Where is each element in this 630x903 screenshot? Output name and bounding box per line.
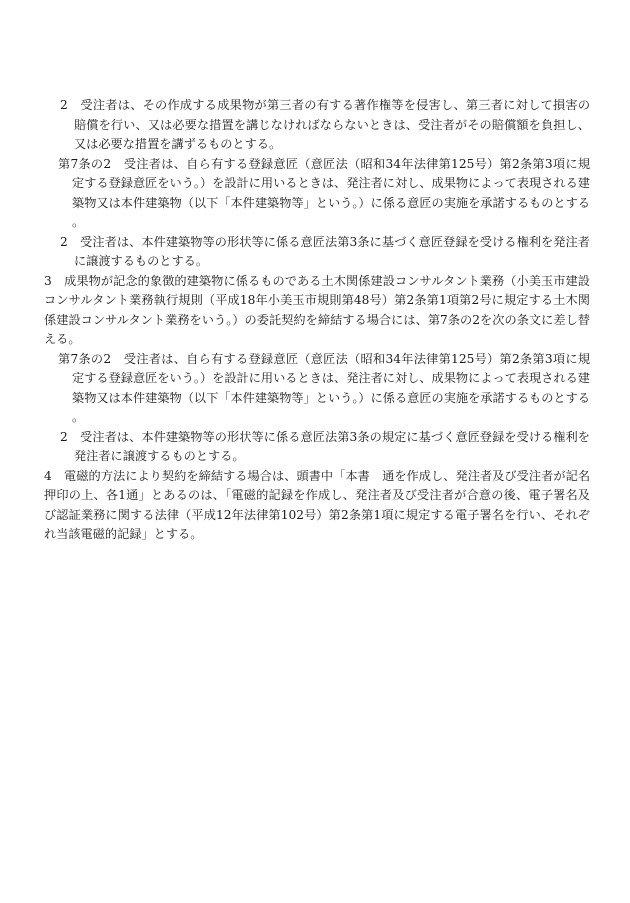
paragraph-article-7-2 bbox=[44, 155, 590, 233]
paragraph-7-1-sub-2 bbox=[44, 96, 590, 155]
paragraph-replacement-article-7-2 bbox=[44, 350, 590, 428]
item-number: 4 bbox=[44, 468, 52, 483]
paragraph-text: 受注者は、本件建築物等の形状等に係る意匠法第3条に基づく意匠登録を受ける権利を発注者に譲渡するものとする。 bbox=[74, 234, 590, 268]
paragraph-text: 受注者は、その作成する成果物が第三者の有する著作権等を侵害し、第三者に対して損害の賠償を行い、又は必要な措置を講じなければならないときは、受注者がその賠償額を負担し、又は必要な措置を講ずるものとする。 bbox=[74, 98, 591, 151]
paragraph-replacement-sub-2 bbox=[44, 428, 590, 467]
item-number: 3 bbox=[44, 273, 52, 288]
paragraph-text: 受注者は、自ら有する登録意匠（意匠法（昭和34年法律第125号）第2条第3項に規定する登録意匠をいう。）を設計に用いるときは、発注者に対し、成果物によって表現される建築物又は本件建築物（以下「本件建築物等」という。）に係る意匠の実施を承諾するものとする。 bbox=[72, 156, 591, 229]
article-number: 第7条の2 bbox=[58, 351, 112, 366]
paragraph-text: 受注者は、自ら有する登録意匠（意匠法（昭和34年法律第125号）第2条第3項に規定する登録意匠をいう。）を設計に用いるときは、発注者に対し、成果物によって表現される建築物又は本件建築物（以下「本件建築物等」という。）に係る意匠の実施を承諾するものとする。 bbox=[72, 351, 591, 424]
paragraph-7-2-sub-2 bbox=[44, 233, 590, 272]
paragraph-text: 成果物が記念的象徴的建築物に係るものである土木関係建設コンサルタント業務（小美玉市建設コンサルタント業務執行規則（平成18年小美玉市規則第48号）第2条第1項第2号に規定する土木関係建設コンサルタント業務をいう。）の委託契約を締結する場合には、第7条の2を次の条文に差し替える。 bbox=[44, 273, 590, 346]
paragraph-item-4 bbox=[44, 467, 590, 545]
paragraph-text: 受注者は、本件建築物等の形状等に係る意匠法第3条の規定に基づく意匠登録を受ける権利を発注者に譲渡するものとする。 bbox=[74, 429, 590, 463]
paragraph-text: 電磁的方法により契約を締結する場合は、頭書中「本書 通を作成し、発注者及び受注者が記名押印の上、各1通」とあるのは、「電磁的記録を作成し、発注者及び受注者が合意の後、電子署名及び認証業務に関する法律（平成12年法律第102号）第2条第1項に規定する電子署名を行い、それぞれ当該電磁的記録」とする。 bbox=[44, 468, 591, 541]
article-number: 第7条の2 bbox=[58, 156, 112, 171]
paragraph-number: 2 bbox=[60, 98, 68, 112]
paragraph-number: 2 bbox=[60, 234, 68, 249]
paragraph-number: 2 bbox=[60, 429, 68, 444]
paragraph-item-3 bbox=[44, 272, 590, 350]
document-body bbox=[44, 96, 590, 545]
